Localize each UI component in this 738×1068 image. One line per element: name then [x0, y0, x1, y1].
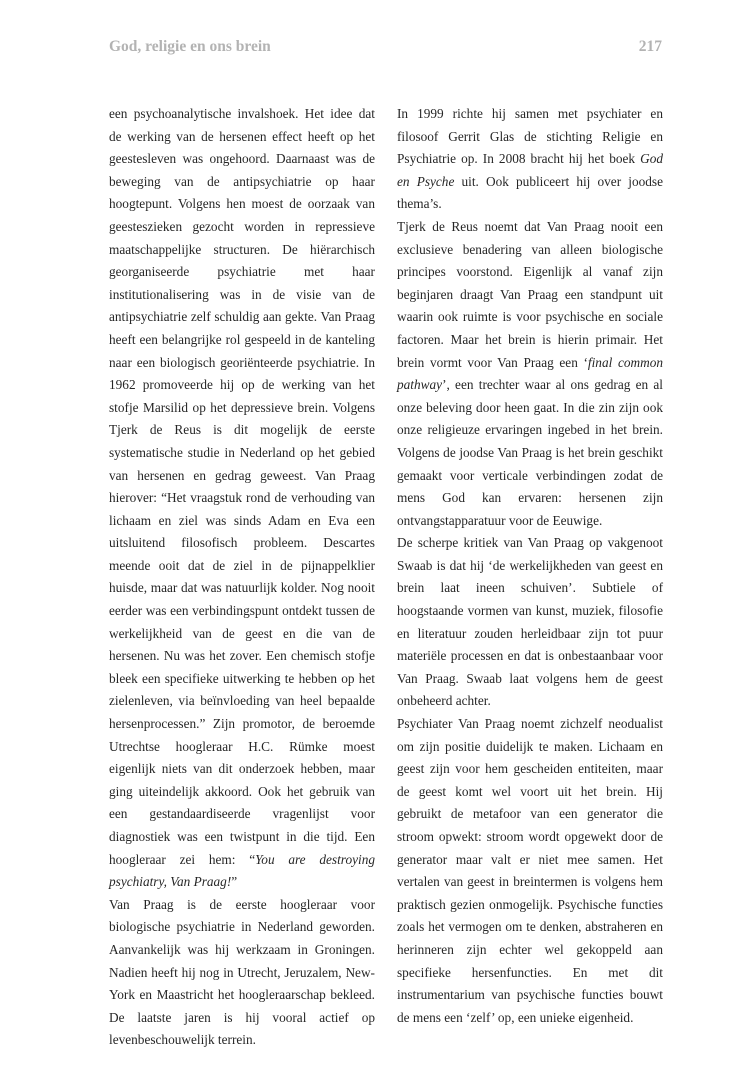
left-column [109, 103, 375, 1052]
page-number: 217 [638, 38, 662, 55]
right-paragraph-2 [397, 216, 663, 532]
left-p1-quote: You are destroying psychiatry, Van Praag! [109, 851, 375, 890]
right-paragraph-1 [397, 103, 663, 216]
right-p1-book-title: God en Psyche [397, 151, 663, 189]
running-head [109, 38, 662, 60]
chapter-title: God, religie en ons brein [109, 38, 271, 55]
right-p2-start: Tjerk de Reus noemt dat Van Praag nooit een exclusieve benadering van alleen biologische principes voorstond. Eigenlijk al vanaf zijn beginjaren draagt Van Praag een standpunt uit waarin ook ruimte is voor psychische en sociale factoren. Maar het brein is hierin primair. Het brein vormt voor Van Praag een ‘ [397, 218, 663, 370]
left-p1-end: ” [231, 874, 238, 890]
right-p1-start: In 1999 richte hij samen met psychiater en filosoof Gerrit Glas de stichting Religie en Psychiatrie op. In 2008 bracht hij het boek [397, 106, 663, 167]
right-column [397, 103, 663, 1029]
left-paragraph-1 [109, 103, 375, 894]
right-p2-end: ’, een trechter waar al ons gedrag en al onze beleving door heen gaat. In die zin zijn ook onze religieuze ervaringen ingebed in het brein. Volgens de joodse Van Praag is het brein geschikt gemaakt voor verticale verbindingen zodat de mens God kan ervaren: hersenen zijn ontvangstapparatuur voor de Eeuwige. [397, 377, 663, 528]
left-p1-text: een psychoanalytische invalshoek. Het idee dat de werking van de hersenen effect heeft op het geestesleven was ongehoord. Daarnaast was de beweging van de antipsychiatrie op haar hoogtepunt. Volgens hen moest de oorzaak van geesteszieken gezocht worden in repressieve maatschappelijke structuren. De hiërarchisch georganiseerde psychiatrie met haar institutionalisering was in de visie van de antipsychiatrie zelf schuldig aan gekte. Van Praag heeft een belangrijke rol gespeeld in de kanteling naar een biologisch georiënteerde psychiatrie. In 1962 promoveerde hij op de werking van het stofje Marsilid op het depressieve brein. Volgens Tjerk de Reus is dit mogelijk de eerste systematische studie in Nederland op het gebied van hersenen en gedrag geweest. Van Praag hierover: “Het vraagstuk rond de verhouding van lichaam en ziel was sinds Adam en Eva een uitsluitend filosofisch probleem. Descartes meende ooit dat de ziel in de pijnappelklier huisde, maar dat was natuurlijk kolder. Nog nooit eerder was een verbindingspunt ontdekt tussen de werkelijkheid van de geest en die van de hersenen. Nu was het zover. Een chemisch stofje bleek een specifieke uitwerking te hebben op het zielenleven, via beïnvloeding van heel bepaalde hersenprocessen.” Zijn promotor, de beroemde Utrechtse hoogleraar H.C. Rümke moest eigenlijk niets van dit onderzoek hebben, maar ging uiteindelijk akkoord. Ook het gebruik van een gestandaardiseerde vragenlijst voor diagnostiek was een twistpunt in die tijd. Een hoogleraar zei hem: “ [109, 106, 375, 867]
right-paragraph-4: Psychiater Van Praag noemt zichzelf neodualist om zijn positie duidelijk te maken. Lichaam en geest zijn voor hem gescheiden entiteiten, maar de geest komt wel voort uit het brein. Hij gebruikt de metafoor van een generator die stroom opwekt: stroom wordt opgewekt door de generator maar valt er niet mee samen. Het vertalen van geest in breintermen is volgens hem praktisch gezien onmogelijk. Psychische functies zoals het vermogen om te denken, abstraheren en herinneren zijn echter wel gekoppeld aan specifieke hersenfuncties. En met dit instrumentarium van psychische functies bouwt de mens een ‘zelf’ op, een unieke eigenheid. [397, 716, 663, 1025]
right-p1-end: uit. Ook publiceert hij over joodse thema’s. [397, 173, 663, 212]
right-paragraph-3: De scherpe kritiek van Van Praag op vakgenoot Swaab is dat hij ‘de werkelijkheden van geest en brein laat ineen schuiven’. Subtiele of hoogstaande vormen van kunst, muziek, filosofie en literatuur zouden herleidbaar zijn tot puur materiële processen en dat is onbestaanbaar voor Van Praag. Swaab laat volgens hem de geest onbeheerd achter. [397, 535, 663, 709]
left-paragraph-2: Van Praag is de eerste hoogleraar voor biologische psychiatrie in Nederland geworden. Aanvankelijk was hij werkzaam in Groningen. Nadien heeft hij nog in Utrecht, Jeruzalem, New-York en Maastricht het hoogleraarschap bekleed. De laatste jaren is hij vooral actief op levenbeschouwelijk terrein. [109, 896, 375, 1048]
right-p2-term: final common pathway [397, 354, 663, 393]
